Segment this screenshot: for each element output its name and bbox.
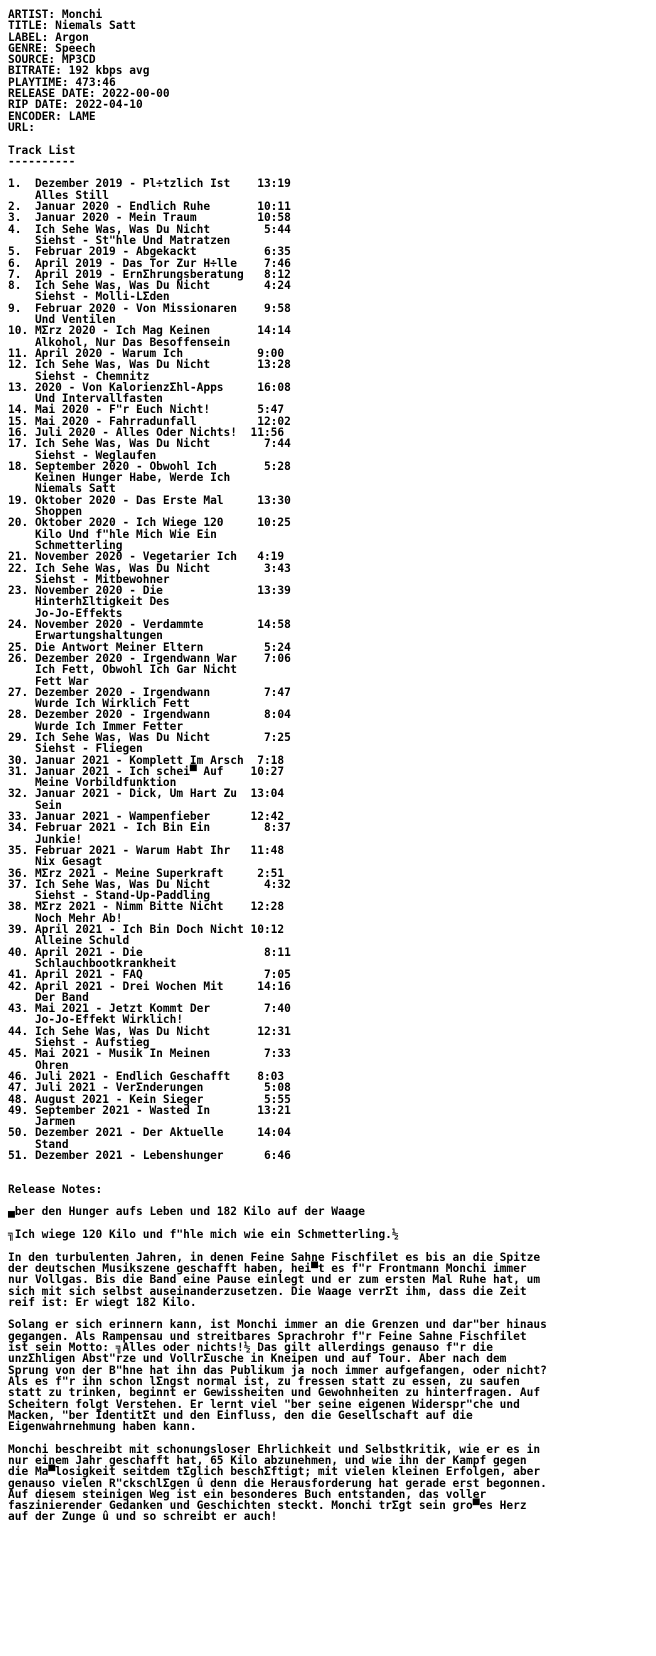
track-line: 15. Mai 2020 - Fahrradunfall 12:02: [8, 414, 291, 428]
track-line: 28. Dezember 2020 - Irgendwann 8:04: [8, 708, 291, 722]
track-line: 40. April 2021 - Die 8:11: [8, 945, 291, 959]
track-line: Siehst - Fliegen: [8, 742, 143, 756]
track-line: 20. Oktober 2020 - Ich Wiege 120 10:25: [8, 516, 291, 530]
track-line: Alles Still: [8, 188, 110, 202]
notes-paragraph-line: gegangen. Als Rampensau und streitbares Sprachrohr f"r Feine Sahne Fischfilet: [8, 1329, 527, 1343]
track-line: 1. Dezember 2019 - Pl÷tzlich Ist 13:19: [8, 177, 291, 191]
track-line: 23. November 2020 - Die 13:39: [8, 584, 291, 598]
blank-line: [8, 1432, 547, 1443]
tracklist-heading: Track List: [8, 143, 76, 157]
header-field: RELEASE DATE: 2022-00-00: [8, 87, 170, 101]
track-line: 19. Oktober 2020 - Das Erste Mal 13:30: [8, 493, 291, 507]
track-line: HinterhΣltigkeit Des: [8, 595, 170, 609]
notes-paragraph-line: Macken, "ber IdentitΣt und den Einfluss, den die Gesellschaft auf die: [8, 1408, 473, 1422]
track-line: 45. Mai 2021 - Musik In Meinen 7:33: [8, 1047, 291, 1061]
track-line: 49. September 2021 - Wasted In 13:21: [8, 1103, 291, 1117]
track-line: Jo-Jo-Effekts: [8, 606, 123, 620]
release-notes-quote: ╗Ich wiege 120 Kilo und f"hle mich wie ein Schmetterling.½: [8, 1228, 399, 1242]
track-line: 27. Dezember 2020 - Irgendwann 7:47: [8, 685, 291, 699]
notes-paragraph-line: nur einem Jahr geschafft hat, 65 Kilo abzunehmen, und wie ihn der Kampf gegen: [8, 1454, 527, 1467]
track-line: 51. Dezember 2021 - Lebenshunger 6:46: [8, 1148, 291, 1162]
track-line: Wurde Ich Wirklich Fett: [8, 697, 190, 711]
track-line: Siehst - Chemnitz: [8, 369, 150, 383]
track-line: 2. Januar 2020 - Endlich Ruhe 10:11: [8, 200, 291, 214]
notes-paragraph-line: genauso vielen R"ckschlΣgen û denn die Herausforderung hat gerade erst begonnen.: [8, 1476, 547, 1490]
track-line: 10. MΣrz 2020 - Ich Mag Keinen 14:14: [8, 324, 291, 338]
track-line: 11. April 2020 - Warum Ich 9:00: [8, 346, 285, 360]
track-line: 6. April 2019 - Das Tor Zur H÷lle 7:46: [8, 256, 291, 270]
blank-line: [8, 1240, 547, 1251]
track-line: 16. Juli 2020 - Alles Oder Nichts! 11:56: [8, 425, 285, 439]
track-line: 4. Ich Sehe Was, Was Du Nicht 5:44: [8, 222, 291, 236]
track-line: 34. Februar 2021 - Ich Bin Ein 8:37: [8, 821, 291, 835]
header-field: URL:: [8, 120, 35, 134]
track-line: 48. August 2021 - Kein Sieger 5:55: [8, 1092, 291, 1106]
track-line: Ich Fett, Obwohl Ich Gar Nicht: [8, 663, 238, 677]
notes-paragraph-line: Als es f"r ihn schon lΣngst normal ist, zu fressen statt zu essen, zu saufen: [8, 1374, 520, 1388]
track-line: Siehst - Stand-Up-Paddling: [8, 889, 211, 903]
track-line: Stand: [8, 1137, 69, 1151]
track-line: Fett War: [8, 674, 89, 688]
track-line: 31. Januar 2021 - Ich schei▀ Auf 10:27: [8, 764, 285, 778]
header-field: RIP DATE: 2022-04-10: [8, 98, 143, 112]
track-line: Siehst - Weglaufen: [8, 448, 157, 462]
track-line: 33. Januar 2021 - Wampenfieber 12:42: [8, 810, 285, 824]
track-line: 25. Die Antwort Meiner Eltern 5:24: [8, 640, 291, 654]
track-line: 43. Mai 2021 - Jetzt Kommt Der 7:40: [8, 1002, 291, 1016]
release-notes-heading: Release Notes:: [8, 1182, 103, 1196]
notes-paragraph-line: ist sein Motto: ╗Alles oder nichts!½ Das gilt allerdings genauso f"r die: [8, 1341, 493, 1355]
notes-paragraph-line: auf der Zunge û und so schreibt er auch!: [8, 1510, 278, 1524]
tracklist-rule: ----------: [8, 154, 76, 168]
track-line: 38. MΣrz 2021 - Nimm Bitte Nicht 12:28: [8, 900, 285, 914]
track-line: Sein: [8, 798, 62, 812]
track-line: 36. MΣrz 2021 - Meine Superkraft 2:51: [8, 866, 285, 880]
track-line: Schmetterling: [8, 538, 123, 552]
notes-paragraph-line: Eigenwahrnehmung haben kann.: [8, 1420, 197, 1434]
notes-paragraph-line: reif ist: Er wiegt 182 Kilo.: [8, 1295, 197, 1309]
track-line: 30. Januar 2021 - Komplett Im Arsch 7:18: [8, 753, 285, 767]
notes-paragraph-line: sich mit sich selbst auseinanderzusetzen. Die Waage verrΣt ihm, dass die Zeit: [8, 1284, 527, 1298]
track-line: 17. Ich Sehe Was, Was Du Nicht 7:44: [8, 437, 291, 451]
track-line: Jarmen: [8, 1115, 76, 1129]
track-line: 22. Ich Sehe Was, Was Du Nicht 3:43: [8, 561, 291, 575]
track-line: 37. Ich Sehe Was, Was Du Nicht 4:32: [8, 877, 291, 891]
track-line: 24. November 2020 - Verdammte 14:58: [8, 618, 291, 632]
track-line: Nix Gesagt: [8, 855, 103, 869]
track-line: 39. April 2021 - Ich Bin Doch Nicht 10:12: [8, 923, 285, 937]
track-line: Wurde Ich Immer Fetter: [8, 719, 184, 733]
track-line: Ohren: [8, 1058, 69, 1072]
track-line: Und Intervallfasten: [8, 392, 163, 406]
notes-paragraph-line: Sprung von der B"hne hat ihn das Publikum ja noch immer aufgefangen, oder nicht?: [8, 1363, 547, 1377]
track-line: Kilo Und f"hle Mich Wie Ein: [8, 527, 217, 541]
track-line: 26. Dezember 2020 - Irgendwann War 7:06: [8, 651, 291, 665]
nfo-document: [8, 9, 547, 1523]
blank-line: [8, 1161, 547, 1172]
track-line: 50. Dezember 2021 - Der Aktuelle 14:04: [8, 1126, 291, 1140]
track-line: 12. Ich Sehe Was, Was Du Nicht 13:28: [8, 358, 291, 372]
notes-paragraph-line: statt zu trinken, beginnt er Gewissheiten und Gewohnheiten zu hinterfragen. Auf: [8, 1386, 541, 1400]
track-line: Noch Mehr Ab!: [8, 911, 123, 925]
track-line: 3. Januar 2020 - Mein Traum 10:58: [8, 211, 291, 225]
header-field: TITLE: Niemals Satt: [8, 19, 136, 33]
track-line: Siehst - Mitbewohner: [8, 572, 170, 586]
track-line: Alleine Schuld: [8, 934, 130, 948]
notes-paragraph-line: In den turbulenten Jahren, in denen Feine Sahne Fischfilet es bis an die Spitze: [8, 1250, 541, 1264]
track-line: Niemals Satt: [8, 482, 116, 496]
header-field: ARTIST: Monchi: [8, 8, 103, 21]
track-line: 7. April 2019 - ErnΣhrungsberatung 8:12: [8, 267, 291, 281]
track-line: Alkohol, Nur Das Besoffensein: [8, 335, 231, 349]
notes-paragraph-line: der deutschen Musikszene geschafft haben, hei▀t es f"r Frontmann Monchi immer: [8, 1261, 527, 1275]
track-line: Jo-Jo-Effekt Wirklich!: [8, 1013, 184, 1027]
track-line: Keinen Hunger Habe, Werde Ich: [8, 471, 231, 485]
track-line: 41. April 2021 - FAQ 7:05: [8, 968, 291, 982]
notes-paragraph-line: Monchi beschreibt mit schonungsloser Ehrlichkeit und Selbstkritik, wie er es in: [8, 1442, 541, 1456]
track-line: 47. Juli 2021 - VerΣnderungen 5:08: [8, 1081, 291, 1095]
track-line: Siehst - St"hle Und Matratzen: [8, 233, 231, 247]
track-line: 35. Februar 2021 - Warum Habt Ihr 11:48: [8, 843, 285, 857]
track-line: 8. Ich Sehe Was, Was Du Nicht 4:24: [8, 279, 291, 293]
track-line: Erwartungshaltungen: [8, 629, 163, 643]
track-line: 9. Februar 2020 - Von Missionaren 9:58: [8, 301, 291, 315]
header-field: LABEL: Argon: [8, 30, 89, 44]
track-line: 32. Januar 2021 - Dick, Um Hart Zu 13:04: [8, 787, 285, 801]
header-field: PLAYTIME: 473:46: [8, 75, 116, 89]
track-line: 29. Ich Sehe Was, Was Du Nicht 7:25: [8, 731, 291, 744]
header-field: GENRE: Speech: [8, 41, 96, 55]
notes-paragraph-line: unzΣhligen Abst"rze und VollrΣusche in Kneipen und auf Tour. Aber nach dem: [8, 1352, 507, 1366]
track-line: Und Ventilen: [8, 313, 116, 327]
header-field: BITRATE: 192 kbps avg: [8, 64, 150, 78]
notes-paragraph-line: Auf diesem steinigen Weg ist ein besonderes Buch entstanden, das voller: [8, 1487, 487, 1501]
track-line: Meine Vorbildfunktion: [8, 776, 177, 790]
track-line: 44. Ich Sehe Was, Was Du Nicht 12:31: [8, 1024, 291, 1038]
track-line: Shoppen: [8, 505, 83, 519]
track-line: 18. September 2020 - Obwohl Ich 5:28: [8, 459, 291, 473]
track-line: Siehst - Aufstieg: [8, 1036, 150, 1050]
track-line: Siehst - Molli-LΣden: [8, 290, 170, 304]
blank-line: [8, 133, 547, 144]
track-line: Der Band: [8, 990, 89, 1004]
track-line: 42. April 2021 - Drei Wochen Mit 14:16: [8, 979, 291, 993]
header-field: SOURCE: MP3CD: [8, 53, 96, 67]
release-notes-subtitle: ▄ber den Hunger aufs Leben und 182 Kilo auf der Waage: [8, 1205, 365, 1219]
header-field: ENCODER: LAME: [8, 109, 96, 123]
track-line: Junkie!: [8, 832, 83, 846]
track-line: 14. Mai 2020 - F"r Euch Nicht! 5:47: [8, 403, 285, 417]
notes-paragraph-line: faszinierender Gedanken und Geschichten steckt. Monchi trΣgt sein gro▀es Herz: [8, 1499, 527, 1513]
notes-paragraph-line: Scheitern folgt Verstehen. Er lernt viel "ber seine eigenen Widerspr"che und: [8, 1397, 520, 1411]
track-line: 5. Februar 2019 - Abgekackt 6:35: [8, 245, 291, 259]
track-line: 21. November 2020 - Vegetarier Ich 4:19: [8, 550, 285, 564]
track-line: Schlauchbootkrankheit: [8, 956, 177, 970]
notes-paragraph-line: nur Vollgas. Bis die Band eine Pause einlegt und er zum ersten Mal Ruhe hat, um: [8, 1273, 541, 1287]
notes-paragraph-line: Solang er sich erinnern kann, ist Monchi immer an die Grenzen und dar"ber hinaus: [8, 1318, 547, 1332]
notes-paragraph-line: die Ma▀losigkeit seitdem tΣglich beschΣftigt; mit vielen kleinen Erfolgen, aber: [8, 1465, 541, 1479]
track-line: 13. 2020 - Von KalorienzΣhl-Apps 16:08: [8, 380, 291, 394]
track-line: 46. Juli 2021 - Endlich Geschafft 8:03: [8, 1069, 285, 1083]
